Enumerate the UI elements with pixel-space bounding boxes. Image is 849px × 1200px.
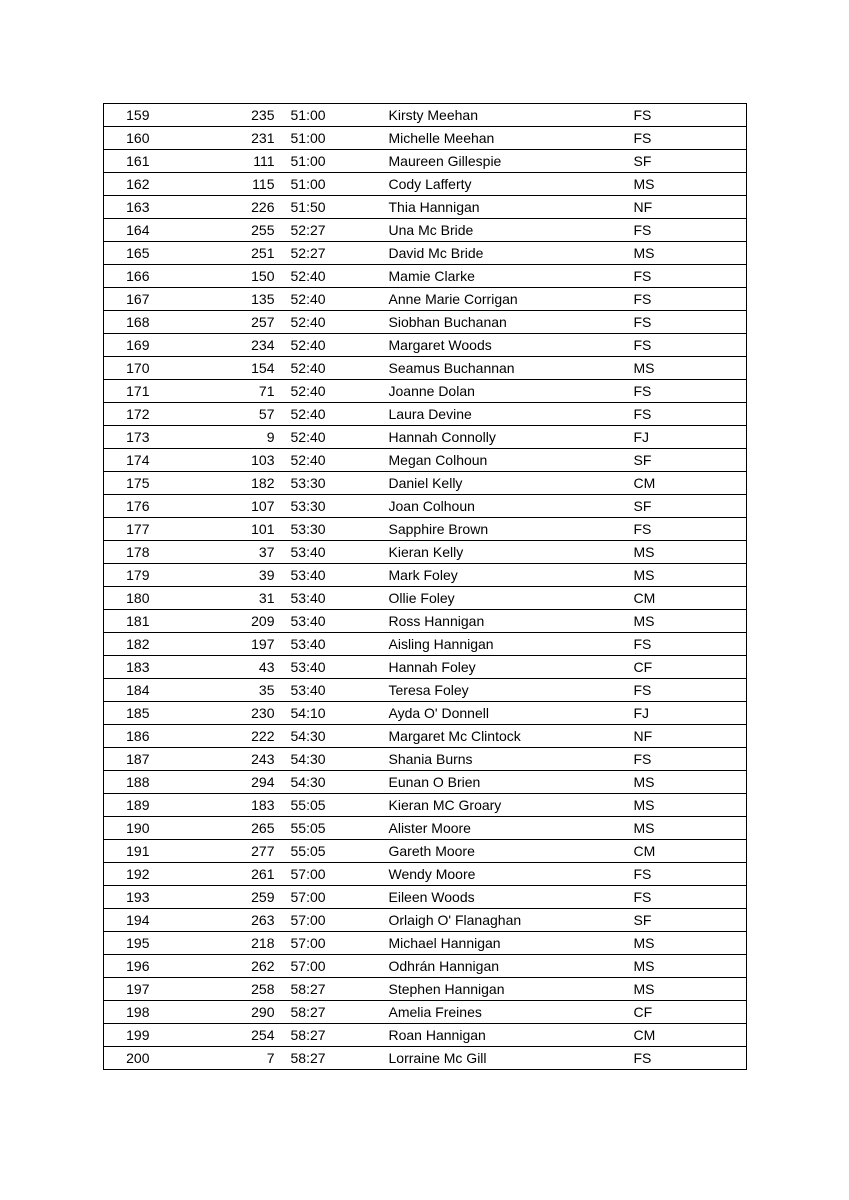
table-row: [104, 863, 747, 886]
category-cell: FS: [634, 748, 747, 771]
finish-time-cell: 52:40: [275, 403, 389, 426]
category-cell: SF: [634, 449, 747, 472]
table-row: [104, 173, 747, 196]
position-cell: 197: [104, 978, 179, 1001]
position-cell: 173: [104, 426, 179, 449]
bib-number-cell: 265: [179, 817, 275, 840]
runner-name-cell: Roan Hannigan: [389, 1024, 634, 1047]
table-row: [104, 909, 747, 932]
position-cell: 171: [104, 380, 179, 403]
position-cell: 172: [104, 403, 179, 426]
table-row: [104, 357, 747, 380]
bib-number-cell: 135: [179, 288, 275, 311]
category-cell: MS: [634, 610, 747, 633]
category-cell: FS: [634, 288, 747, 311]
bib-number-cell: 277: [179, 840, 275, 863]
results-table: [103, 103, 747, 1070]
category-cell: CF: [634, 1001, 747, 1024]
runner-name-cell: Gareth Moore: [389, 840, 634, 863]
bib-number-cell: 226: [179, 196, 275, 219]
runner-name-cell: Shania Burns: [389, 748, 634, 771]
category-cell: MS: [634, 978, 747, 1001]
table-row: [104, 518, 747, 541]
position-cell: 162: [104, 173, 179, 196]
finish-time-cell: 57:00: [275, 863, 389, 886]
table-row: [104, 426, 747, 449]
category-cell: FS: [634, 265, 747, 288]
position-cell: 163: [104, 196, 179, 219]
bib-number-cell: 290: [179, 1001, 275, 1024]
finish-time-cell: 53:30: [275, 472, 389, 495]
runner-name-cell: Amelia Freines: [389, 1001, 634, 1024]
bib-number-cell: 7: [179, 1047, 275, 1070]
category-cell: SF: [634, 495, 747, 518]
position-cell: 170: [104, 357, 179, 380]
position-cell: 193: [104, 886, 179, 909]
finish-time-cell: 53:40: [275, 679, 389, 702]
table-row: [104, 265, 747, 288]
bib-number-cell: 57: [179, 403, 275, 426]
runner-name-cell: Daniel Kelly: [389, 472, 634, 495]
table-row: [104, 104, 747, 127]
table-row: [104, 495, 747, 518]
runner-name-cell: Odhrán Hannigan: [389, 955, 634, 978]
table-row: [104, 840, 747, 863]
finish-time-cell: 52:40: [275, 311, 389, 334]
runner-name-cell: Hannah Connolly: [389, 426, 634, 449]
bib-number-cell: 182: [179, 472, 275, 495]
finish-time-cell: 52:40: [275, 265, 389, 288]
table-row: [104, 380, 747, 403]
table-row: [104, 449, 747, 472]
category-cell: FS: [634, 518, 747, 541]
category-cell: CM: [634, 472, 747, 495]
position-cell: 178: [104, 541, 179, 564]
bib-number-cell: 31: [179, 587, 275, 610]
position-cell: 189: [104, 794, 179, 817]
finish-time-cell: 54:30: [275, 771, 389, 794]
bib-number-cell: 37: [179, 541, 275, 564]
finish-time-cell: 55:05: [275, 840, 389, 863]
runner-name-cell: David Mc Bride: [389, 242, 634, 265]
bib-number-cell: 235: [179, 104, 275, 127]
runner-name-cell: Siobhan Buchanan: [389, 311, 634, 334]
runner-name-cell: Seamus Buchannan: [389, 357, 634, 380]
position-cell: 182: [104, 633, 179, 656]
position-cell: 161: [104, 150, 179, 173]
finish-time-cell: 52:40: [275, 380, 389, 403]
position-cell: 186: [104, 725, 179, 748]
position-cell: 181: [104, 610, 179, 633]
position-cell: 176: [104, 495, 179, 518]
category-cell: FS: [634, 679, 747, 702]
runner-name-cell: Michelle Meehan: [389, 127, 634, 150]
position-cell: 195: [104, 932, 179, 955]
finish-time-cell: 51:00: [275, 127, 389, 150]
bib-number-cell: 107: [179, 495, 275, 518]
runner-name-cell: Ayda O' Donnell: [389, 702, 634, 725]
finish-time-cell: 51:00: [275, 173, 389, 196]
finish-time-cell: 52:40: [275, 288, 389, 311]
category-cell: SF: [634, 150, 747, 173]
runner-name-cell: Una Mc Bride: [389, 219, 634, 242]
position-cell: 175: [104, 472, 179, 495]
runner-name-cell: Aisling Hannigan: [389, 633, 634, 656]
table-row: [104, 196, 747, 219]
category-cell: CM: [634, 587, 747, 610]
table-row: [104, 219, 747, 242]
bib-number-cell: 243: [179, 748, 275, 771]
table-row: [104, 748, 747, 771]
position-cell: 184: [104, 679, 179, 702]
category-cell: SF: [634, 909, 747, 932]
bib-number-cell: 255: [179, 219, 275, 242]
bib-number-cell: 262: [179, 955, 275, 978]
position-cell: 168: [104, 311, 179, 334]
category-cell: FS: [634, 104, 747, 127]
bib-number-cell: 9: [179, 426, 275, 449]
table-row: [104, 702, 747, 725]
finish-time-cell: 53:40: [275, 587, 389, 610]
table-row: [104, 587, 747, 610]
category-cell: FS: [634, 633, 747, 656]
results-table-body: [104, 104, 747, 1070]
category-cell: MS: [634, 564, 747, 587]
table-row: [104, 127, 747, 150]
table-row: [104, 1024, 747, 1047]
position-cell: 179: [104, 564, 179, 587]
table-row: [104, 932, 747, 955]
runner-name-cell: Hannah Foley: [389, 656, 634, 679]
runner-name-cell: Orlaigh O' Flanaghan: [389, 909, 634, 932]
table-row: [104, 242, 747, 265]
bib-number-cell: 257: [179, 311, 275, 334]
table-row: [104, 978, 747, 1001]
position-cell: 177: [104, 518, 179, 541]
bib-number-cell: 101: [179, 518, 275, 541]
position-cell: 185: [104, 702, 179, 725]
runner-name-cell: Kieran MC Groary: [389, 794, 634, 817]
runner-name-cell: Mamie Clarke: [389, 265, 634, 288]
category-cell: FS: [634, 863, 747, 886]
runner-name-cell: Anne Marie Corrigan: [389, 288, 634, 311]
finish-time-cell: 51:50: [275, 196, 389, 219]
bib-number-cell: 43: [179, 656, 275, 679]
finish-time-cell: 54:30: [275, 725, 389, 748]
position-cell: 191: [104, 840, 179, 863]
category-cell: MS: [634, 932, 747, 955]
category-cell: MS: [634, 242, 747, 265]
bib-number-cell: 222: [179, 725, 275, 748]
category-cell: FS: [634, 886, 747, 909]
finish-time-cell: 54:30: [275, 748, 389, 771]
bib-number-cell: 234: [179, 334, 275, 357]
position-cell: 169: [104, 334, 179, 357]
table-row: [104, 955, 747, 978]
category-cell: CM: [634, 1024, 747, 1047]
runner-name-cell: Laura Devine: [389, 403, 634, 426]
runner-name-cell: Wendy Moore: [389, 863, 634, 886]
category-cell: MS: [634, 771, 747, 794]
runner-name-cell: Lorraine Mc Gill: [389, 1047, 634, 1070]
runner-name-cell: Margaret Mc Clintock: [389, 725, 634, 748]
finish-time-cell: 52:40: [275, 334, 389, 357]
table-row: [104, 1047, 747, 1070]
table-row: [104, 679, 747, 702]
position-cell: 174: [104, 449, 179, 472]
runner-name-cell: Megan Colhoun: [389, 449, 634, 472]
finish-time-cell: 52:40: [275, 449, 389, 472]
bib-number-cell: 154: [179, 357, 275, 380]
table-row: [104, 403, 747, 426]
position-cell: 187: [104, 748, 179, 771]
runner-name-cell: Joan Colhoun: [389, 495, 634, 518]
bib-number-cell: 115: [179, 173, 275, 196]
category-cell: NF: [634, 725, 747, 748]
runner-name-cell: Sapphire Brown: [389, 518, 634, 541]
bib-number-cell: 183: [179, 794, 275, 817]
category-cell: MS: [634, 817, 747, 840]
runner-name-cell: Michael Hannigan: [389, 932, 634, 955]
finish-time-cell: 53:40: [275, 633, 389, 656]
finish-time-cell: 53:40: [275, 541, 389, 564]
position-cell: 199: [104, 1024, 179, 1047]
finish-time-cell: 55:05: [275, 794, 389, 817]
position-cell: 180: [104, 587, 179, 610]
runner-name-cell: Alister Moore: [389, 817, 634, 840]
bib-number-cell: 230: [179, 702, 275, 725]
runner-name-cell: Teresa Foley: [389, 679, 634, 702]
table-row: [104, 541, 747, 564]
bib-number-cell: 39: [179, 564, 275, 587]
position-cell: 167: [104, 288, 179, 311]
bib-number-cell: 197: [179, 633, 275, 656]
runner-name-cell: Stephen Hannigan: [389, 978, 634, 1001]
finish-time-cell: 52:40: [275, 357, 389, 380]
position-cell: 194: [104, 909, 179, 932]
position-cell: 160: [104, 127, 179, 150]
finish-time-cell: 54:10: [275, 702, 389, 725]
table-row: [104, 564, 747, 587]
finish-time-cell: 58:27: [275, 1001, 389, 1024]
table-row: [104, 656, 747, 679]
table-row: [104, 1001, 747, 1024]
bib-number-cell: 111: [179, 150, 275, 173]
position-cell: 159: [104, 104, 179, 127]
table-row: [104, 311, 747, 334]
category-cell: FS: [634, 219, 747, 242]
bib-number-cell: 218: [179, 932, 275, 955]
runner-name-cell: Eunan O Brien: [389, 771, 634, 794]
category-cell: NF: [634, 196, 747, 219]
category-cell: MS: [634, 955, 747, 978]
category-cell: FJ: [634, 702, 747, 725]
runner-name-cell: Maureen Gillespie: [389, 150, 634, 173]
finish-time-cell: 57:00: [275, 886, 389, 909]
runner-name-cell: Mark Foley: [389, 564, 634, 587]
category-cell: FJ: [634, 426, 747, 449]
position-cell: 188: [104, 771, 179, 794]
category-cell: MS: [634, 173, 747, 196]
finish-time-cell: 57:00: [275, 932, 389, 955]
runner-name-cell: Ollie Foley: [389, 587, 634, 610]
table-row: [104, 334, 747, 357]
finish-time-cell: 58:27: [275, 1024, 389, 1047]
finish-time-cell: 57:00: [275, 955, 389, 978]
runner-name-cell: Thia Hannigan: [389, 196, 634, 219]
category-cell: FS: [634, 1047, 747, 1070]
finish-time-cell: 58:27: [275, 1047, 389, 1070]
bib-number-cell: 294: [179, 771, 275, 794]
bib-number-cell: 261: [179, 863, 275, 886]
table-row: [104, 150, 747, 173]
category-cell: MS: [634, 794, 747, 817]
category-cell: FS: [634, 334, 747, 357]
bib-number-cell: 150: [179, 265, 275, 288]
table-row: [104, 794, 747, 817]
finish-time-cell: 53:40: [275, 656, 389, 679]
position-cell: 190: [104, 817, 179, 840]
category-cell: FS: [634, 380, 747, 403]
runner-name-cell: Cody Lafferty: [389, 173, 634, 196]
bib-number-cell: 251: [179, 242, 275, 265]
category-cell: MS: [634, 357, 747, 380]
table-row: [104, 886, 747, 909]
category-cell: FS: [634, 403, 747, 426]
position-cell: 166: [104, 265, 179, 288]
table-row: [104, 633, 747, 656]
finish-time-cell: 51:00: [275, 150, 389, 173]
bib-number-cell: 103: [179, 449, 275, 472]
position-cell: 200: [104, 1047, 179, 1070]
bib-number-cell: 258: [179, 978, 275, 1001]
category-cell: FS: [634, 311, 747, 334]
category-cell: FS: [634, 127, 747, 150]
bib-number-cell: 263: [179, 909, 275, 932]
bib-number-cell: 71: [179, 380, 275, 403]
bib-number-cell: 35: [179, 679, 275, 702]
finish-time-cell: 58:27: [275, 978, 389, 1001]
table-row: [104, 472, 747, 495]
runner-name-cell: Margaret Woods: [389, 334, 634, 357]
finish-time-cell: 53:40: [275, 610, 389, 633]
table-row: [104, 817, 747, 840]
table-row: [104, 288, 747, 311]
finish-time-cell: 51:00: [275, 104, 389, 127]
position-cell: 164: [104, 219, 179, 242]
position-cell: 196: [104, 955, 179, 978]
category-cell: CM: [634, 840, 747, 863]
position-cell: 165: [104, 242, 179, 265]
table-row: [104, 610, 747, 633]
table-row: [104, 725, 747, 748]
finish-time-cell: 53:40: [275, 564, 389, 587]
finish-time-cell: 55:05: [275, 817, 389, 840]
runner-name-cell: Eileen Woods: [389, 886, 634, 909]
finish-time-cell: 53:30: [275, 495, 389, 518]
runner-name-cell: Kieran Kelly: [389, 541, 634, 564]
finish-time-cell: 52:27: [275, 242, 389, 265]
finish-time-cell: 57:00: [275, 909, 389, 932]
category-cell: MS: [634, 541, 747, 564]
bib-number-cell: 231: [179, 127, 275, 150]
runner-name-cell: Joanne Dolan: [389, 380, 634, 403]
runner-name-cell: Kirsty Meehan: [389, 104, 634, 127]
bib-number-cell: 254: [179, 1024, 275, 1047]
finish-time-cell: 52:27: [275, 219, 389, 242]
position-cell: 198: [104, 1001, 179, 1024]
finish-time-cell: 52:40: [275, 426, 389, 449]
table-row: [104, 771, 747, 794]
position-cell: 192: [104, 863, 179, 886]
category-cell: CF: [634, 656, 747, 679]
position-cell: 183: [104, 656, 179, 679]
bib-number-cell: 209: [179, 610, 275, 633]
finish-time-cell: 53:30: [275, 518, 389, 541]
runner-name-cell: Ross Hannigan: [389, 610, 634, 633]
bib-number-cell: 259: [179, 886, 275, 909]
